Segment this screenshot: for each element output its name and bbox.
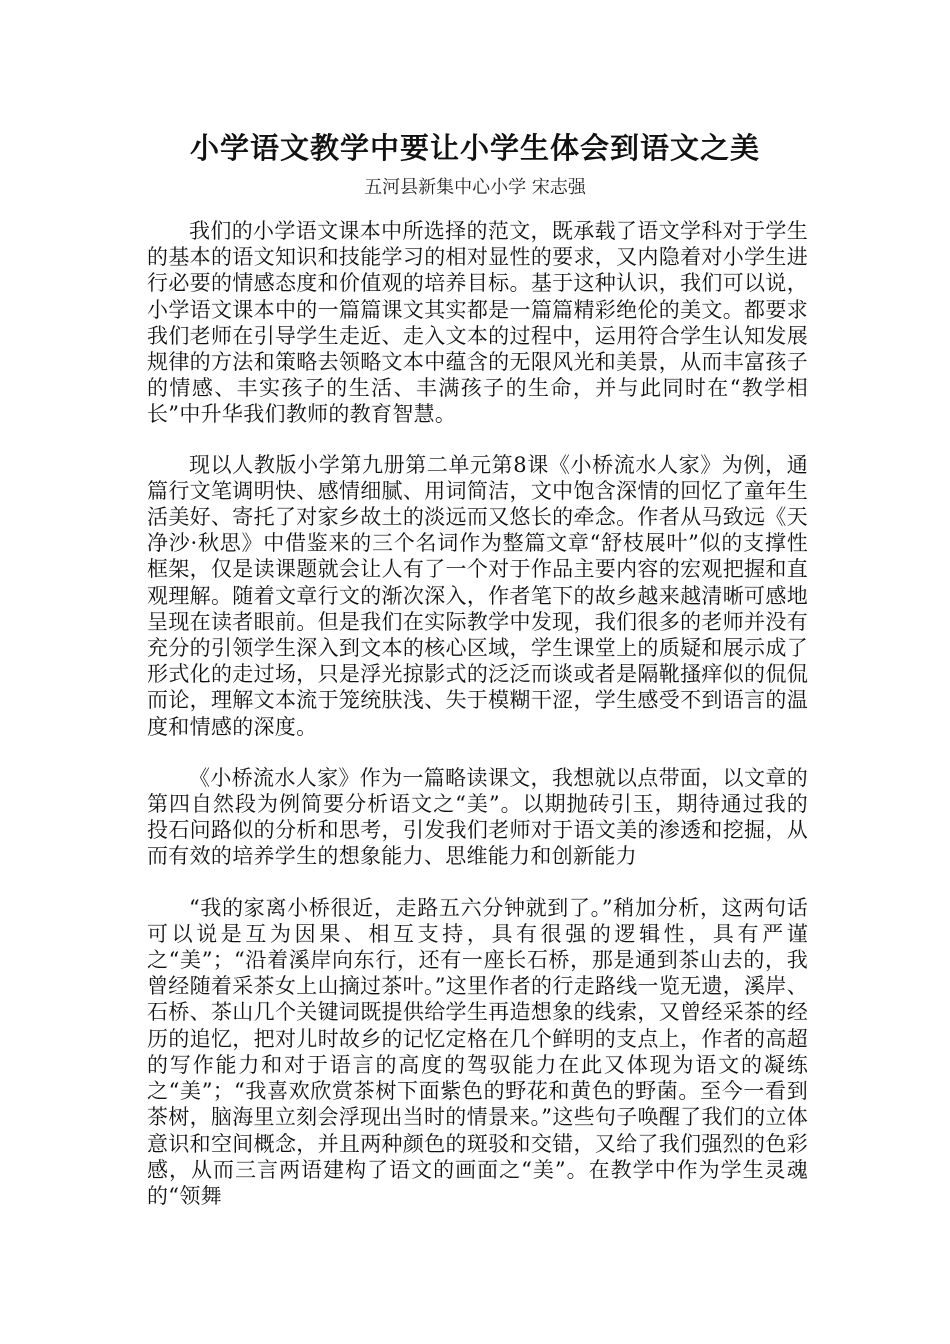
paragraph: 现以人教版小学第九册第二单元第8课《小桥流水人家》为例，通篇行文笔调明快、感情细腻、用词简洁，文中饱含深情的回忆了童年生活美好、寄托了对家乡故土的淡远而又悠长的牵念。作者从马致远《天净沙·秋思》中借鉴来的三个名词作为整篇文章“舒枝展叶”似的支撑性框架，仅是读课题就会让人有了一个对于作品主要内容的宏观把握和直观理解。随着文章行文的渐次深入，作者笔下的故乡越来越清晰可感地呈现在读者眼前。但是我们在实际教学中发现，我们很多的老师并没有充分的引领学生深入到文本的核心区域，学生课堂上的质疑和展示成了形式化的走过场，只是浮光掠影式的泛泛而谈或者是隔靴搔痒似的侃侃而论，理解文本流于笼统肤浅、失于模糊干涩，学生感受不到语言的温度和情感的深度。: [147, 452, 808, 739]
paragraph: 我们的小学语文课本中所选择的范文，既承载了语文学科对于学生的基本的语文知识和技能学习的相对显性的要求，又内隐着对小学生进行必要的情感态度和价值观的培养目标。基于这种认识，我们可以说，小学语文课本中的一篇篇课文其实都是一篇篇精彩绝伦的美文。都要求我们老师在引导学生走近、走入文本的过程中，运用符合学生认知发展规律的方法和策略去领略文本中蕴含的无限风光和美景，从而丰富孩子的情感、丰实孩子的生活、丰满孩子的生命，并与此同时在“教学相长”中升华我们教师的教育智慧。: [147, 219, 808, 427]
document-body: [147, 218, 808, 1232]
document-author: 五河县新集中心小学 宋志强: [364, 177, 586, 198]
paragraph: “我的家离小桥很近，走路五六分钟就到了。”稍加分析，这两句话可以说是互为因果、相互支持，具有很强的逻辑性，具有严谨之“美”；“沿着溪岸向东行，还有一座长石桥，那是通到茶山去的，我曾经随着采茶女上山摘过茶叶。”这里作者的行走路线一览无遗，溪岸、石桥、茶山几个关键词既提供给学生再造想象的线索，又曾经采茶的经历的追忆，把对儿时故乡的记忆定格在几个鲜明的支点上，作者的高超的写作能力和对于语言的高度的驾驭能力在此又体现为语文的凝练之“美”；“我喜欢欣赏茶树下面紫色的野花和黄色的野菌。至今一看到茶树，脑海里立刻会浮现出当时的情景来。”这些句子唤醒了我们的立体意识和空间概念，并且两种颜色的斑驳和交错，又给了我们强烈的色彩感，从而三言两语建构了语文的画面之“美”。在教学中作为学生灵魂的“领舞: [147, 895, 808, 1208]
paragraph: 《小桥流水人家》作为一篇略读课文，我想就以点带面，以文章的第四自然段为例简要分析语文之“美”。以期抛砖引玉，期待通过我的投石问路似的分析和思考，引发我们老师对于语文美的渗透和挖掘，从而有效的培养学生的想象能力、思维能力和创新能力: [147, 765, 808, 869]
document-title: 小学语文教学中要让小学生体会到语文之美: [189, 131, 760, 165]
